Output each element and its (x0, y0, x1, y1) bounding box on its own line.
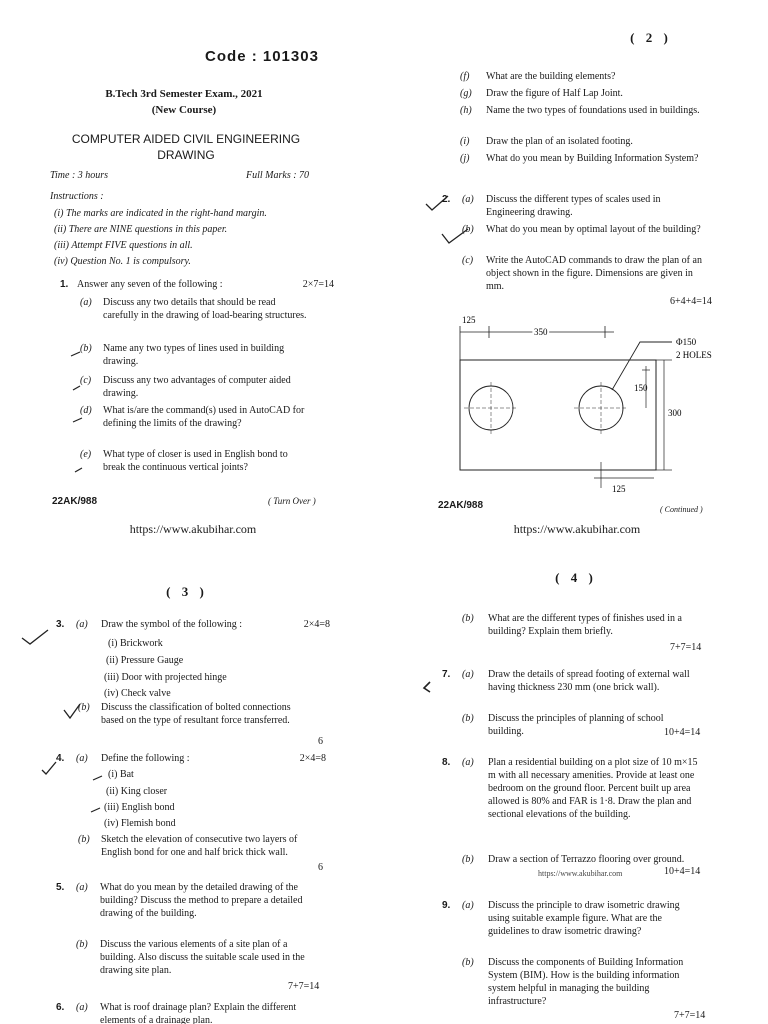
question-5 (56, 881, 330, 935)
part-text: Sketch the elevation of consecutive two layers of English bond for one and half brick thick wall. (101, 834, 298, 858)
q1-part-b (80, 342, 312, 370)
part-marks: 2×4=8 (299, 753, 326, 764)
part-label: (b) (462, 713, 474, 724)
part-label: (e) (80, 449, 92, 460)
q4-item: (ii) King closer (106, 786, 168, 797)
q2-part-c (462, 254, 718, 294)
subject-line-1: COMPUTER AIDED CIVIL ENGINEERING (71, 132, 301, 146)
part-text: What is/are the command(s) used in AutoCAD for defining the limits of the drawing? (103, 405, 305, 429)
q1-part-d (80, 404, 312, 444)
part-text: Discuss the different types of scales used in Engineering drawing. (486, 194, 661, 218)
part-text: Name any two types of lines used in building drawing. (103, 343, 285, 367)
instruction-3: (iii) Attempt FIVE questions in all. (54, 240, 193, 251)
part-text: Plan a residential building on a plot size of 10 m×15 m with all necessary amenities. Provide at least one bedroom on the ground floor. Percent built up area allowed is 80% and FAR is 1·8. Draw the plan and sectional elevations of the building. (488, 757, 698, 820)
pen-tick-mark (90, 806, 102, 814)
pen-tick-mark (92, 774, 104, 782)
page-1 (0, 0, 384, 560)
question-9 (442, 899, 718, 953)
q1-part-c (80, 374, 312, 402)
footer-code: 22AK/988 (438, 500, 484, 511)
pen-tick-mark (70, 350, 82, 358)
part-label: (c) (462, 255, 474, 266)
q8-marks: 10+4=14 (664, 866, 701, 877)
part-text: Draw the plan of an isolated footing. (486, 136, 633, 147)
part-label: (b) (76, 939, 88, 950)
instruction-2: (ii) There are NINE questions in this paper. (54, 224, 228, 235)
dim-holes-count: 2 HOLES (676, 350, 712, 360)
page-number: ( 4 ) (555, 570, 597, 585)
q4-item: (i) Bat (108, 769, 134, 780)
part-text: What do you mean by optimal layout of the building? (486, 224, 701, 235)
pen-tick-mark (40, 760, 60, 776)
part-label: (b) (462, 224, 474, 235)
pen-tick-mark (422, 680, 434, 694)
dim-300: 300 (668, 408, 682, 418)
pen-tick-mark (72, 416, 84, 424)
part-label: (a) (76, 619, 88, 630)
part-text: Draw a section of Terrazzo flooring over ground. (488, 854, 685, 865)
question-8 (442, 756, 718, 848)
question-number: 6. (56, 1002, 65, 1013)
q1-part-i (460, 135, 720, 149)
exam-title: B.Tech 3rd Semester Exam., 2021 (105, 88, 263, 100)
q4-part-b (78, 833, 332, 873)
part-text: Discuss the classification of bolted connections based on the type of resultant force transferred. (101, 702, 291, 726)
dim-125-top: 125 (462, 315, 476, 325)
part-label: (h) (460, 105, 472, 116)
q1-part-e (80, 448, 312, 488)
q1-part-h (460, 104, 720, 132)
part-label: (a) (76, 1002, 88, 1013)
part-label: (d) (80, 405, 92, 416)
question-number: 8. (442, 757, 451, 768)
q7-marks: 10+4=14 (664, 727, 701, 738)
question-number: 9. (442, 900, 451, 911)
pen-tick-mark (62, 702, 82, 722)
question-1 (60, 278, 334, 292)
part-label: (g) (460, 88, 472, 99)
time-allowed: Time : 3 hours (50, 170, 109, 181)
part-label: (j) (460, 153, 470, 164)
pen-tick-mark (424, 194, 450, 212)
q5-marks: 7+7=14 (288, 981, 320, 992)
part-text: Draw the symbol of the following : (101, 619, 243, 630)
q1-part-f (460, 70, 720, 84)
footer-code: 22AK/988 (52, 496, 98, 507)
q1-part-a (80, 296, 312, 336)
part-text: What do you mean by Building Information System? (486, 153, 699, 164)
page-number: ( 3 ) (166, 584, 208, 599)
part-text: What are the different types of finishes used in a building? Explain them briefly. (488, 613, 682, 637)
part-label: (c) (80, 375, 92, 386)
part-text: Discuss the various elements of a site plan of a building. Also discuss the suitable scale used in the drawing site plan. (100, 939, 305, 976)
question-7 (442, 668, 718, 708)
part-label: (a) (80, 297, 92, 308)
page-4 (384, 560, 768, 1024)
part-label: (i) (460, 136, 470, 147)
part-label: (b) (462, 613, 474, 624)
question-marks: 2×7=14 (302, 279, 334, 290)
page-2 (384, 0, 768, 560)
source-url[interactable]: https://www.akubihar.com (513, 522, 641, 536)
q4-item: (iv) Flemish bond (104, 818, 176, 829)
pen-tick-mark (74, 466, 86, 474)
question-number: 1. (60, 279, 69, 290)
part-label: (f) (460, 71, 470, 82)
part-text: What are the building elements? (486, 71, 616, 82)
part-text: Name the two types of foundations used in buildings. (486, 105, 700, 116)
instruction-4: (iv) Question No. 1 is compulsory. (54, 256, 191, 267)
part-label: (a) (76, 882, 88, 893)
course-type: (New Course) (151, 104, 217, 116)
part-label: (b) (462, 854, 474, 865)
part-text: Define the following : (101, 753, 190, 764)
q1-part-j (460, 152, 720, 180)
exam-code: Code : 101303 (205, 48, 319, 65)
part-text: What is roof drainage plan? Explain the different elements of a drainage plan. (100, 1002, 297, 1024)
question-number: 3. (56, 619, 65, 630)
part-text: Discuss the principles of planning of school building. (488, 713, 664, 737)
footer-note: ( Continued ) (660, 505, 703, 514)
q6-marks: 7+7=14 (670, 642, 702, 653)
q2-part-a (462, 193, 718, 221)
part-label: (a) (76, 753, 88, 764)
part-text: Discuss any two details that should be read carefully in the drawing of load-bearing structures. (103, 297, 307, 321)
footer-note: ( Turn Over ) (268, 496, 316, 506)
q9-marks: 7+7=14 (674, 1010, 706, 1021)
q4b-marks: 6 (318, 862, 323, 873)
question-6 (56, 1001, 330, 1024)
dim-125-bottom: 125 (612, 484, 626, 492)
part-marks: 2×4=8 (303, 619, 330, 630)
page-3 (0, 560, 384, 1024)
part-text: Draw the figure of Half Lap Joint. (486, 88, 623, 99)
part-label: (b) (78, 834, 90, 845)
question-number: 2. (442, 194, 451, 205)
question-number: 4. (56, 753, 65, 764)
part-label: (b) (80, 343, 92, 354)
part-text: Discuss the principle to draw isometric drawing using suitable example figure. What are the guidelines to draw isometric drawing? (488, 900, 680, 937)
part-text: Write the AutoCAD commands to draw the plan of an object shown in the figure. Dimensions are given in mm. (486, 255, 702, 292)
part-label: (a) (462, 669, 474, 680)
full-marks: Full Marks : 70 (246, 170, 310, 181)
q9-part-b (462, 956, 718, 1010)
plate-drawing-figure (454, 312, 754, 492)
q2-marks: 6+4+4=14 (670, 296, 712, 307)
pen-tick-mark (440, 226, 470, 246)
question-3 (56, 618, 330, 632)
q3-item: (i) Brickwork (108, 638, 163, 649)
source-url[interactable]: https://www.akubihar.com (129, 522, 257, 536)
q1-part-g (460, 87, 720, 101)
question-text: Answer any seven of the following : (77, 279, 223, 290)
dim-150: 150 (634, 383, 648, 393)
dim-hole-diameter: Φ150 (676, 337, 697, 347)
q4-item: (iii) English bond (104, 802, 175, 813)
part-text: Discuss the components of Building Information System (BIM). How is the building information system helpful in managing the building infrastructure? (488, 957, 684, 1007)
q3-item: (iv) Check valve (104, 688, 171, 699)
part-text: What do you mean by the detailed drawing of the building? Discuss the method to prepare a detailed drawing of the building. (100, 882, 303, 919)
instruction-1: (i) The marks are indicated in the right-hand margin. (54, 208, 267, 219)
q3-item: (ii) Pressure Gauge (106, 655, 184, 666)
q8b-url[interactable]: https://www.akubihar.com (538, 869, 623, 878)
part-label: (b) (462, 957, 474, 968)
q3-part-b (78, 701, 332, 741)
dim-350: 350 (534, 327, 548, 337)
part-label: (a) (462, 757, 474, 768)
pen-tick-mark (20, 624, 50, 646)
part-text: Draw the details of spread footing of external wall having thickness 230 mm (one brick wall). (488, 669, 690, 693)
q3-item: (iii) Door with projected hinge (104, 672, 227, 683)
instructions-heading: Instructions : (50, 191, 104, 202)
part-label: (a) (462, 194, 474, 205)
part-text: Discuss any two advantages of computer aided drawing. (103, 375, 291, 399)
pen-tick-mark (72, 384, 84, 392)
part-label: (a) (462, 900, 474, 911)
q3b-marks: 6 (318, 736, 323, 747)
page-number: ( 2 ) (630, 30, 672, 45)
part-label: (b) (78, 702, 90, 713)
subject-line-2: DRAWING (157, 148, 215, 162)
part-text: What type of closer is used in English bond to break the continuous vertical joints? (103, 449, 288, 473)
question-number: 5. (56, 882, 65, 893)
question-4 (56, 752, 326, 766)
question-number: 7. (442, 669, 451, 680)
q2-part-b (462, 223, 718, 251)
